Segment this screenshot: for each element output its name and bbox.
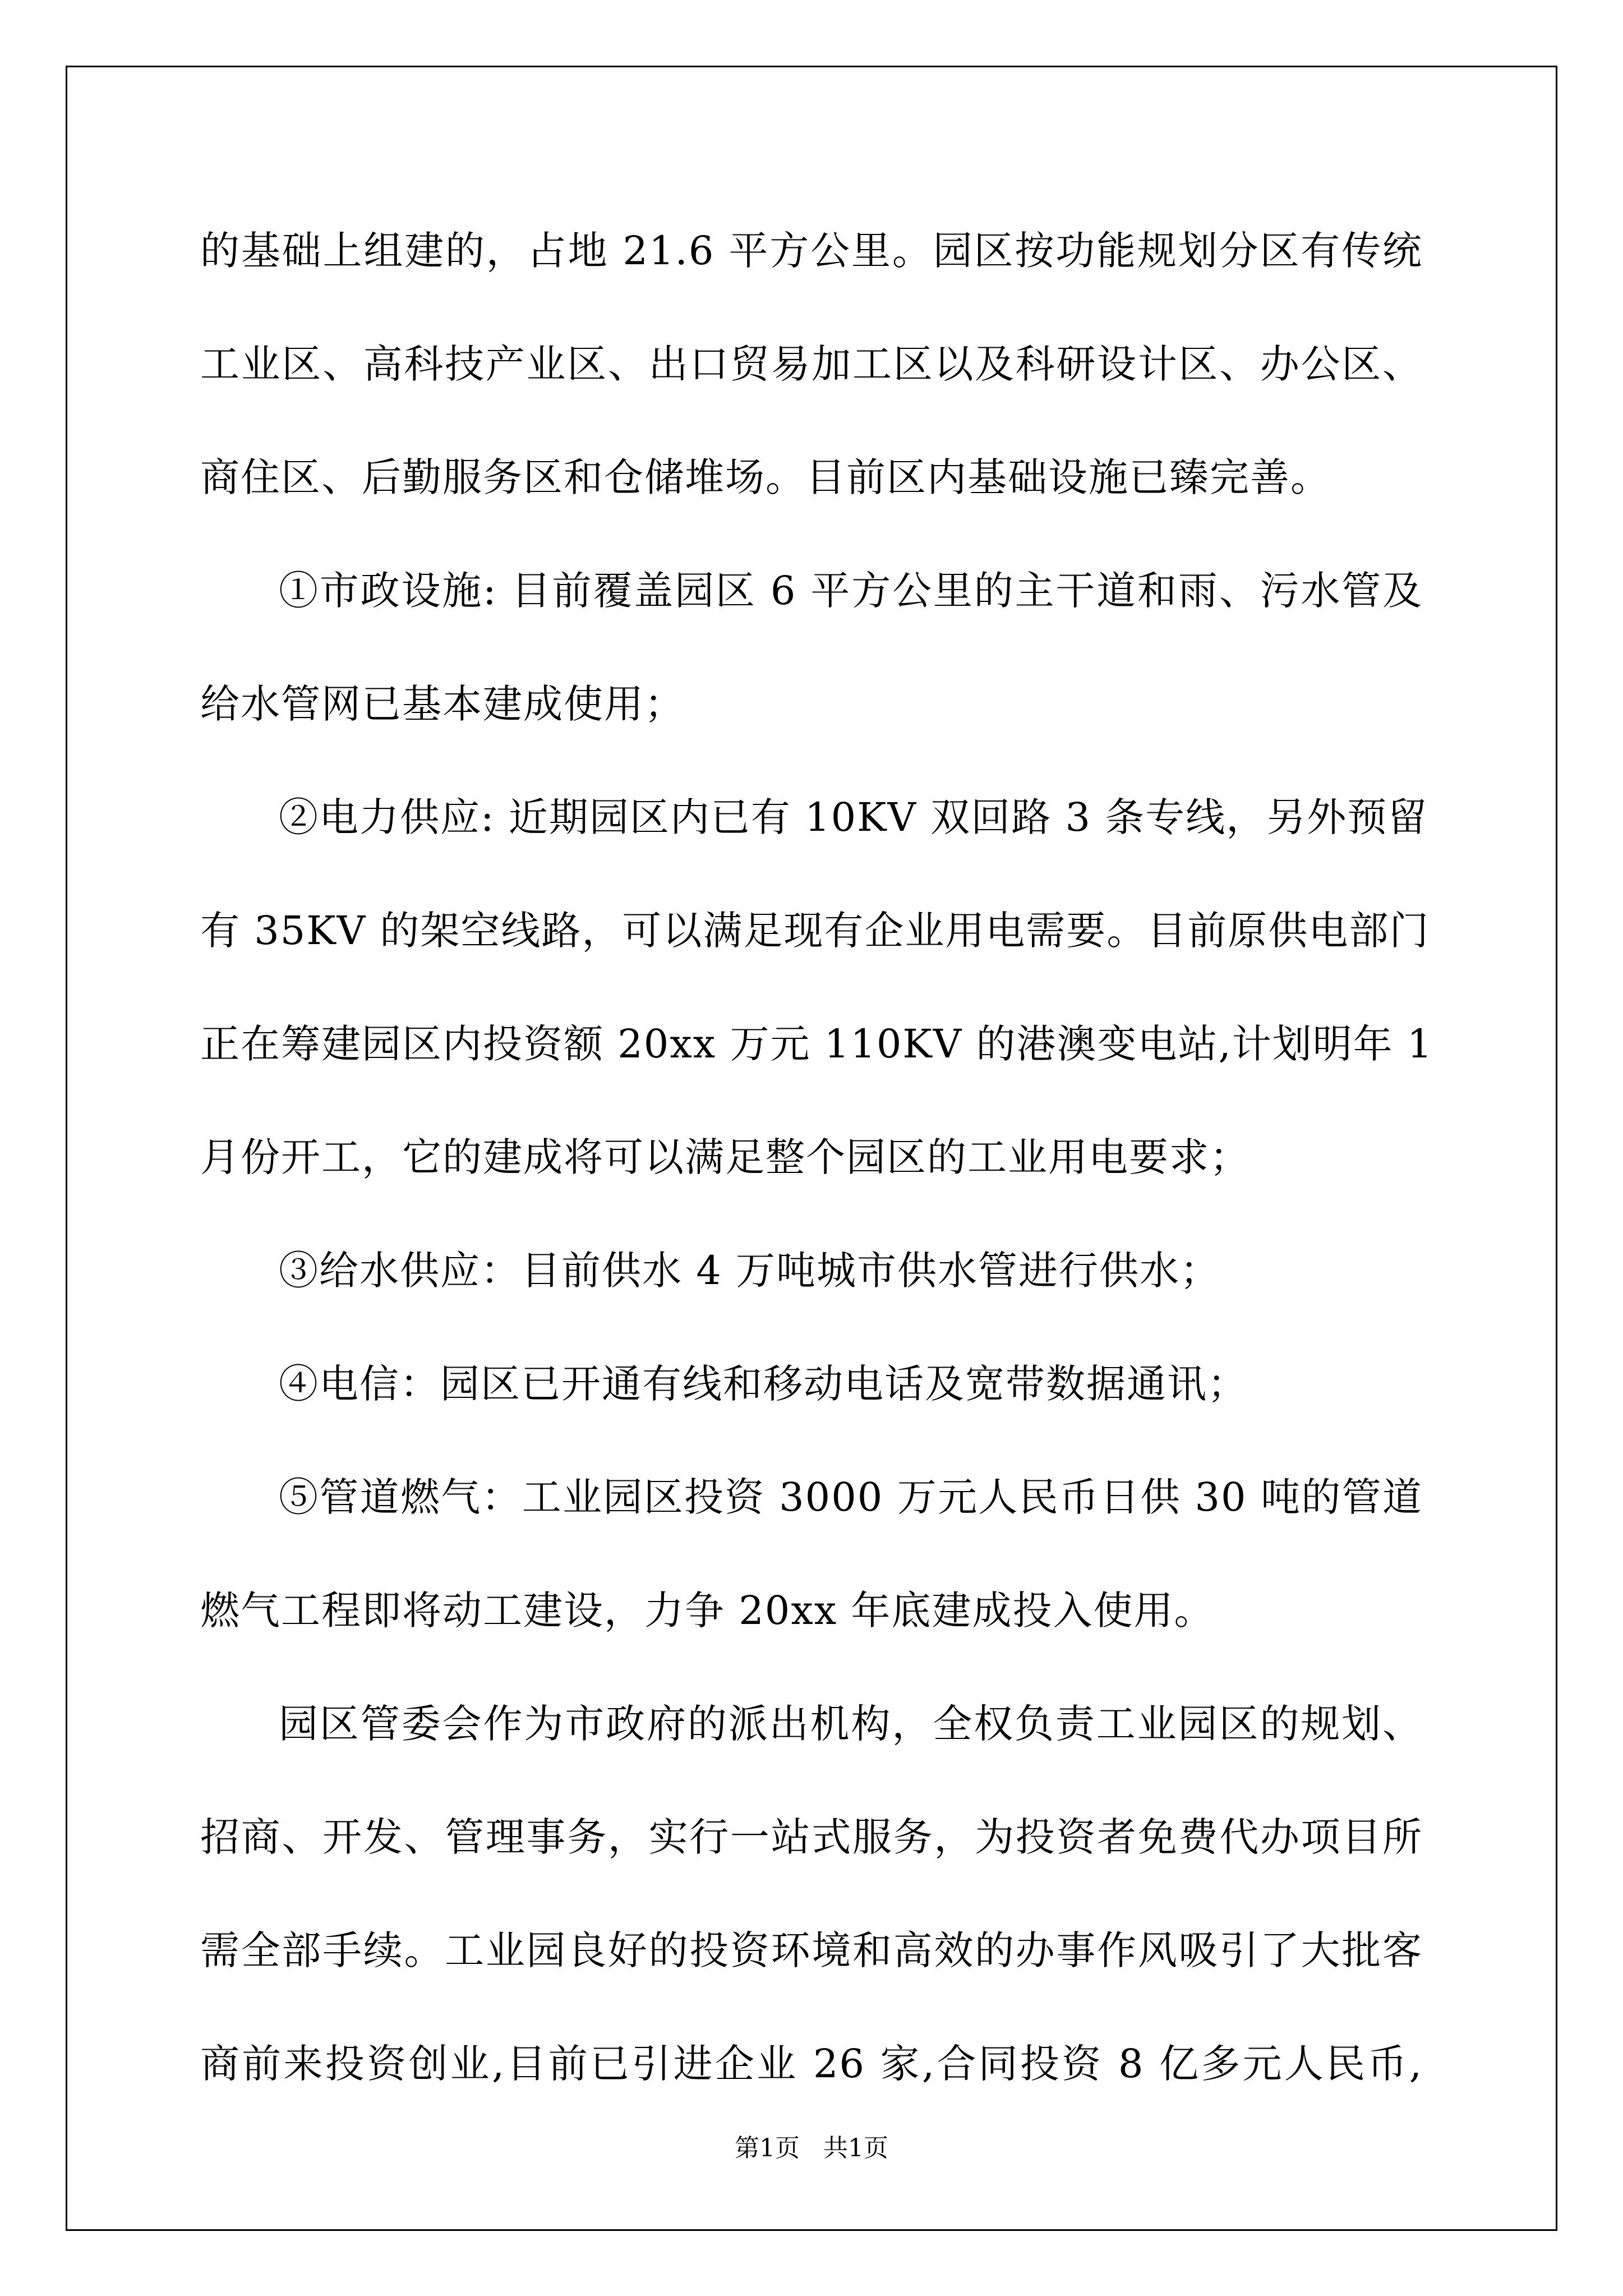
body-text-line: 招商、开发、管理事务，实行一站式服务，为投资者免费代办项目所 bbox=[200, 1814, 1423, 1860]
body-text-line: ①市政设施: 目前覆盖园区 6 平方公里的主干道和雨、污水管及 bbox=[279, 568, 1423, 614]
body-text-line: ⑤管道燃气：工业园区投资 3000 万元人民币日供 30 吨的管道 bbox=[279, 1474, 1423, 1520]
body-text-line: 工业区、高科技产业区、出口贸易加工区以及科研设计区、办公区、 bbox=[200, 341, 1423, 387]
body-text-line: ②电力供应: 近期园区内已有 10KV 双回路 3 条专线，另外预留 bbox=[279, 794, 1428, 840]
body-text-line: 商住区、后勤服务区和仓储堆场。目前区内基础设施已臻完善。 bbox=[200, 454, 1331, 500]
body-text-line: ④电信：园区已开通有线和移动电话及宽带数据通讯； bbox=[279, 1361, 1248, 1407]
body-text-line: 需全部手续。工业园良好的投资环境和高效的办事作风吸引了大批客 bbox=[200, 1927, 1423, 1973]
body-text-line: 商前来投资创业,目前已引进企业 26 家,合同投资 8 亿多元人民币, bbox=[200, 2041, 1423, 2087]
body-text-line: 正在筹建园区内投资额 20xx 万元 110KV 的港澳变电站,计划明年 1 bbox=[200, 1021, 1433, 1067]
page-number-footer: 第1页 共1页 bbox=[735, 2134, 888, 2162]
body-text-line: 给水管网已基本建成使用； bbox=[200, 681, 685, 727]
body-text-line: ③给水供应：目前供水 4 万吨城市供水管进行供水； bbox=[279, 1248, 1221, 1294]
body-text-line: 的基础上组建的，占地 21.6 平方公里。园区按功能规划分区有传统 bbox=[200, 228, 1423, 274]
body-text-line: 月份开工，它的建成将可以满足整个园区的工业用电要求； bbox=[200, 1134, 1250, 1180]
body-text-line: 燃气工程即将动工建设，力争 20xx 年底建成投入使用。 bbox=[200, 1588, 1215, 1634]
body-text-line: 有 35KV 的架空线路，可以满足现有企业用电需要。目前原供电部门 bbox=[200, 908, 1430, 954]
body-text-line: 园区管委会作为市政府的派出机构，全权负责工业园区的规划、 bbox=[279, 1701, 1423, 1747]
